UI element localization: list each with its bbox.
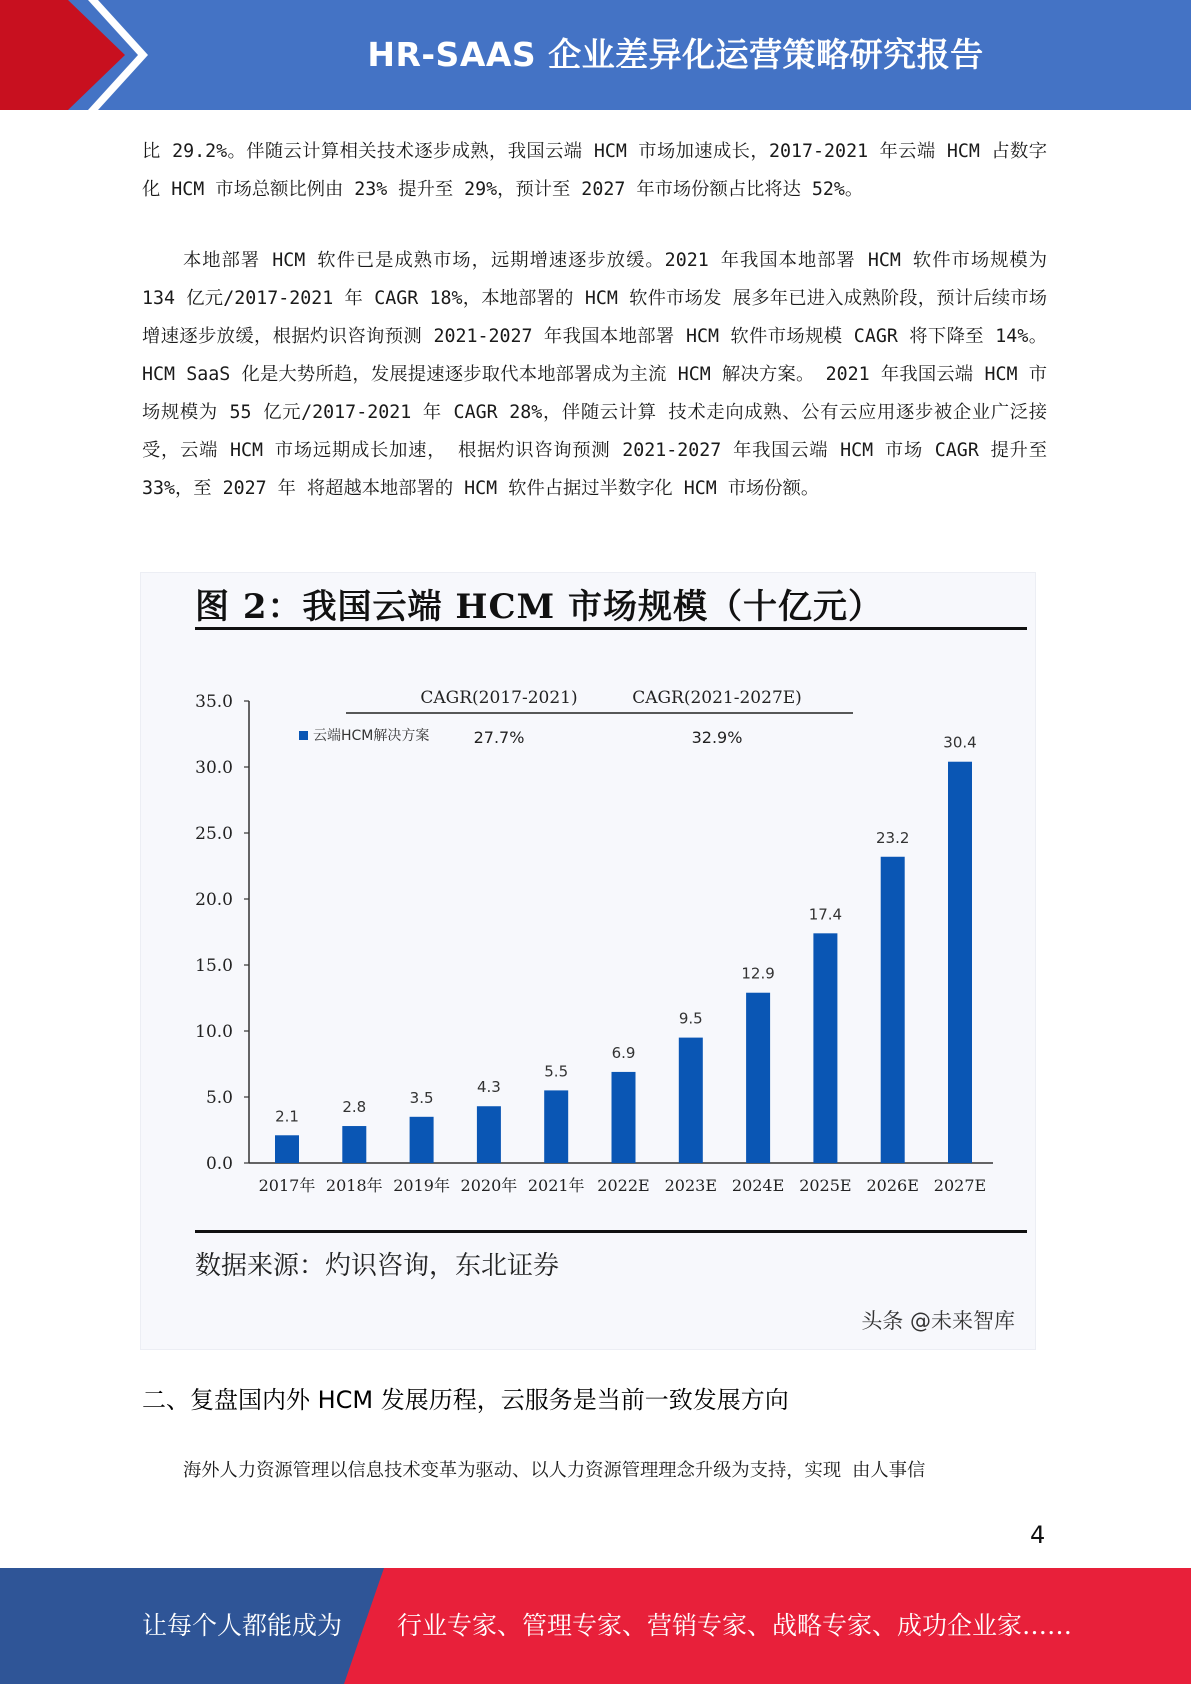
bar <box>679 1038 703 1163</box>
y-tick-label: 25.0 <box>195 824 233 844</box>
document-title: HR-SAAS 企业差异化运营策略研究报告 <box>367 35 984 74</box>
figure-2 <box>140 572 1036 1350</box>
bar <box>813 933 837 1163</box>
bar-value-label: 17.4 <box>808 905 843 924</box>
section-paragraph: 海外人力资源管理以信息技术变革为驱动、以人力资源管理理念升级为支持，实现 由人事信 <box>183 1460 926 1481</box>
bar-value-label: 6.9 <box>611 1043 636 1062</box>
y-tick-label: 35.0 <box>195 692 233 712</box>
y-tick-label: 20.0 <box>195 890 233 910</box>
x-tick-label: 2022E <box>597 1176 650 1195</box>
x-tick-label: 2027E <box>933 1176 987 1195</box>
bar <box>746 993 770 1163</box>
y-tick-label: 5.0 <box>205 1088 233 1108</box>
x-tick-label: 2023E <box>664 1176 718 1195</box>
x-tick-label: 2024E <box>731 1176 785 1195</box>
figure-bottom-rule <box>195 1230 1027 1233</box>
x-tick-label: 2017年 <box>258 1176 316 1195</box>
bar-value-label: 23.2 <box>875 828 910 847</box>
page-footer <box>0 1568 1191 1684</box>
x-tick-label: 2018年 <box>325 1176 383 1195</box>
x-tick-label: 2019年 <box>393 1176 450 1195</box>
watermark: 头条 @未来智库 <box>861 1309 1015 1333</box>
y-tick-label: 30.0 <box>195 758 233 778</box>
bar-value-label: 2.1 <box>275 1107 299 1126</box>
bar-value-label: 4.3 <box>476 1078 501 1097</box>
y-tick-label: 10.0 <box>195 1022 233 1042</box>
bar <box>948 762 972 1163</box>
x-tick-label: 2026E <box>866 1176 919 1195</box>
bar <box>544 1090 568 1163</box>
section-heading: 二、复盘国内外 HCM 发展历程，云服务是当前一致发展方向 <box>142 1386 789 1414</box>
figure-source: 数据来源：灼识咨询，东北证券 <box>195 1251 560 1281</box>
bar-value-label: 9.5 <box>678 1009 703 1028</box>
y-tick-label: 0.0 <box>205 1154 233 1174</box>
bar <box>275 1135 299 1163</box>
paragraph-2: 本地部署 HCM 软件已是成熟市场，远期增速逐步放缓。2021 年我国本地部署 HCM 软件市场规模为 134 亿元/2017-2021 年 CAGR 18%，本地部署的 HCM 软件市场发 展多年已进入成熟阶段，预计后续市场增速逐步放缓，根据灼识咨询预测 2021-2027 年我国本地部署 HCM 软件市场规模 CAGR 将下降至 14%。 HCM SaaS 化是大势所趋，发展提速逐步取代本地部署成为主流 HCM 解决方案。 2021 年我国云端 HCM 市场规模为 55 亿元/2017-2021 年 CAGR 28%，伴随云计算 技术走向成熟、公有云应用逐步被企业广泛接受，云端 HCM 市场远期成长加速， 根据灼识咨询预测 2021-2027 年我国云端 HCM 市场 CAGR 提升至 33%，至 2027 年 将超越本地部署的 HCM 软件占据过半数字化 HCM 市场份额。 <box>142 250 1047 499</box>
cagr-label: CAGR(2021-2027E) <box>632 688 802 708</box>
paragraph-1: 比 29.2%。伴随云计算相关技术逐步成熟，我国云端 HCM 市场加速成长，2017-2021 年云端 HCM 占数字化 HCM 市场总额比例由 23% 提升至 29%，预计至 2027 年市场份额占比将达 52%。 <box>142 141 1047 200</box>
figure-title: 图 2：我国云端 HCM 市场规模（十亿元） <box>195 587 883 627</box>
cagr-label: CAGR(2017-2021) <box>420 688 578 708</box>
bar <box>477 1106 501 1163</box>
footer-slogan-right: 行业专家、管理专家、营销专家、战略专家、成功企业家…… <box>397 1611 1073 1640</box>
y-tick-label: 15.0 <box>195 956 233 976</box>
bar-value-label: 12.9 <box>741 964 775 983</box>
bar-value-label: 30.4 <box>943 733 977 752</box>
bar <box>881 857 905 1163</box>
cagr-value: 32.9% <box>691 728 743 747</box>
page-header <box>0 0 1191 110</box>
bar-value-label: 3.5 <box>409 1088 434 1107</box>
bar <box>342 1126 366 1163</box>
cagr-value: 27.7% <box>473 728 525 747</box>
bar-value-label: 5.5 <box>544 1062 569 1081</box>
bar <box>612 1072 636 1163</box>
legend-swatch <box>299 731 308 740</box>
x-tick-label: 2025E <box>799 1176 852 1195</box>
x-tick-label: 2020年 <box>460 1176 518 1195</box>
x-tick-label: 2021年 <box>527 1176 585 1195</box>
bar-chart <box>141 573 1035 1223</box>
bar <box>410 1117 434 1163</box>
footer-slogan-left: 让每个人都能成为 <box>142 1611 343 1640</box>
bar-value-label: 2.8 <box>342 1098 367 1117</box>
header-arrow-decoration <box>0 0 180 110</box>
legend-label: 云端HCM解决方案 <box>313 728 430 744</box>
page-number: 4 <box>1030 1521 1046 1549</box>
